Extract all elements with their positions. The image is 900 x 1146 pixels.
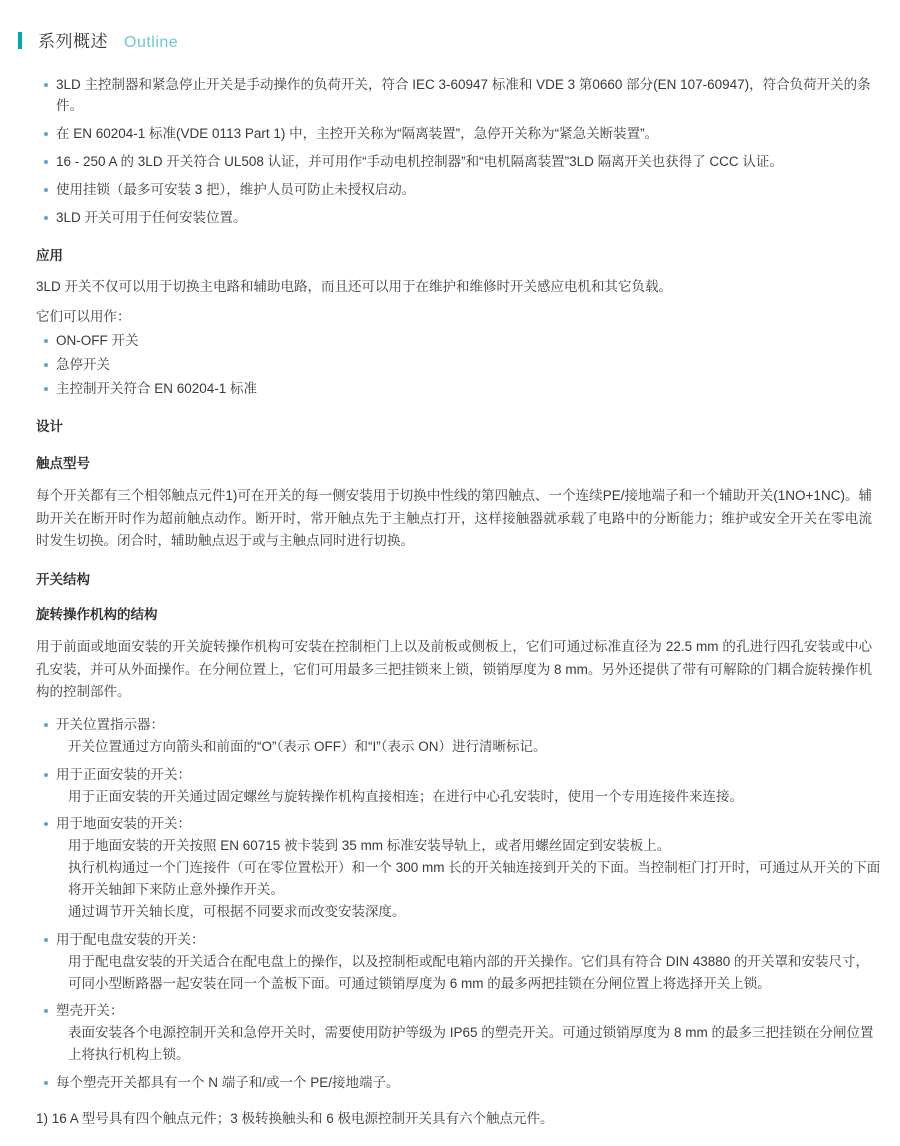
list-item [44, 1072, 882, 1094]
list-item-title: 用于正面安装的开关： [56, 766, 191, 782]
application-heading: 应用 [36, 247, 63, 263]
list-item [44, 1000, 882, 1066]
list-item [44, 764, 882, 808]
list-item-line: 表面安装各个电源控制开关和急停开关时，需要使用防护等级为 IP65 的塑壳开关。可通过锁销厚度为 8 mm 的最多三把挂锁在分闸位置上将执行机构上锁。 [68, 1025, 874, 1063]
list-item: 3LD 主控制器和紧急停止开关是手动操作的负荷开关，符合 IEC 3-60947 标准和 VDE 3 第0660 部分(EN 107-60947)，符合负荷开关的条件。 [44, 74, 882, 118]
rotary-mechanism-heading: 旋转操作机构的结构 [36, 607, 158, 623]
list-item-line: 开关位置通过方向箭头和前面的“O”（表示 OFF）和“I”（表示 ON）进行清晰标记。 [68, 738, 547, 754]
list-item [44, 714, 882, 758]
intro-bullet-list [18, 74, 882, 229]
list-item-line: 执行机构通过一个门连接件（可在零位置松开）和一个 300 mm 长的开关轴连接到开关的下面。当控制柜门打开时，可通过从开关的下面将开关轴卸下来防止意外操作开关。 [68, 860, 881, 898]
application-paragraph: 3LD 开关不仅可以用于切换主电路和辅助电路，而且还可以用于在维护和维修时开关感应电机和其它负载。 [36, 279, 673, 295]
list-item-line: 用于配电盘安装的开关适合在配电盘上的操作，以及控制柜或配电箱内部的开关操作。它们具有符合 DIN 43880 的开关罩和安装尺寸，可同小型断路器一起安装在同一个盖板下面。可通过锁销厚度为 6 mm 的最多两把挂锁在分闸位置上将选择开关上锁。 [68, 953, 870, 991]
list-item: 急停开关 [44, 354, 882, 376]
application-bullet-list [18, 330, 882, 400]
list-item: ON-OFF 开关 [44, 330, 882, 352]
list-item-line: 用于正面安装的开关通过固定螺丝与旋转操作机构直接相连；在进行中心孔安装时，使用一个专用连接件来连接。 [68, 788, 743, 804]
application-lead-in: 它们可以用作： [36, 309, 131, 325]
footnote: 1) 16 A 型号具有四个触点元件；3 极转换触头和 6 极电源控制开关具有六个触点元件。 [36, 1110, 554, 1126]
list-item-title: 用于配电盘安装的开关： [56, 931, 205, 947]
list-item-title: 开关位置指示器： [56, 717, 164, 733]
design-heading: 设计 [36, 418, 63, 434]
switch-structure-bullet-list [18, 714, 882, 1094]
list-item: 使用挂锁（最多可安装 3 把），维护人员可防止未授权启动。 [44, 179, 882, 201]
contact-type-heading: 触点型号 [36, 456, 90, 472]
list-item-title: 每个塑壳开关都具有一个 N 端子和/或一个 PE/接地端子。 [56, 1074, 400, 1090]
list-item [44, 813, 882, 922]
rotary-mechanism-paragraph: 用于前面或地面安装的开关旋转操作机构可安装在控制柜门上以及前板或侧板上，它们可通过标准直径为 22.5 mm 的孔进行四孔安装或中心孔安装，并可从外面操作。在分闸位置上，它们可用最多三把挂锁来上锁，锁销厚度为 8 mm。另外还提供了带有可解除的门耦合旋转操作机构的控制部件。 [36, 639, 872, 700]
list-item-line: 通过调节开关轴长度，可根据不同要求而改变安装深度。 [68, 903, 406, 919]
contact-type-paragraph: 每个开关都有三个相邻触点元件1)可在开关的每一侧安装用于切换中性线的第四触点、一个连续PE/接地端子和一个辅助开关(1NO+1NC)。辅助开关在断开时作为超前触点动作。断开时，常开触点先于主触点打开，这样接触器就承载了电路中的分断能力；维护或安全开关在零电流时发生切换。闭合时，辅助触点迟于或与主触点同时进行切换。 [36, 487, 872, 549]
list-item-title: 塑壳开关： [56, 1003, 124, 1019]
section-header [18, 22, 882, 60]
list-item: 16 - 250 A 的 3LD 开关符合 UL508 认证，并可用作“手动电机控制器”和“电机隔离装置”3LD 隔离开关也获得了 CCC 认证。 [44, 151, 882, 173]
list-item [44, 929, 882, 995]
switch-structure-heading: 开关结构 [36, 571, 90, 587]
list-item: 主控制开关符合 EN 60204-1 标准 [44, 378, 882, 400]
list-item: 在 EN 60204-1 标准(VDE 0113 Part 1) 中，主控开关称为“隔离装置”，急停开关称为“紧急关断装置”。 [44, 123, 882, 145]
page-title-en: Outline [124, 34, 179, 51]
page-title: 系列概述 [38, 32, 108, 51]
accent-bar-icon [18, 32, 22, 49]
list-item-line: 用于地面安装的开关按照 EN 60715 被卡装到 35 mm 标准安装导轨上，或者用螺丝固定到安装板上。 [68, 838, 671, 854]
list-item: 3LD 开关可用于任何安装位置。 [44, 207, 882, 229]
list-item-title: 用于地面安装的开关： [56, 816, 191, 832]
